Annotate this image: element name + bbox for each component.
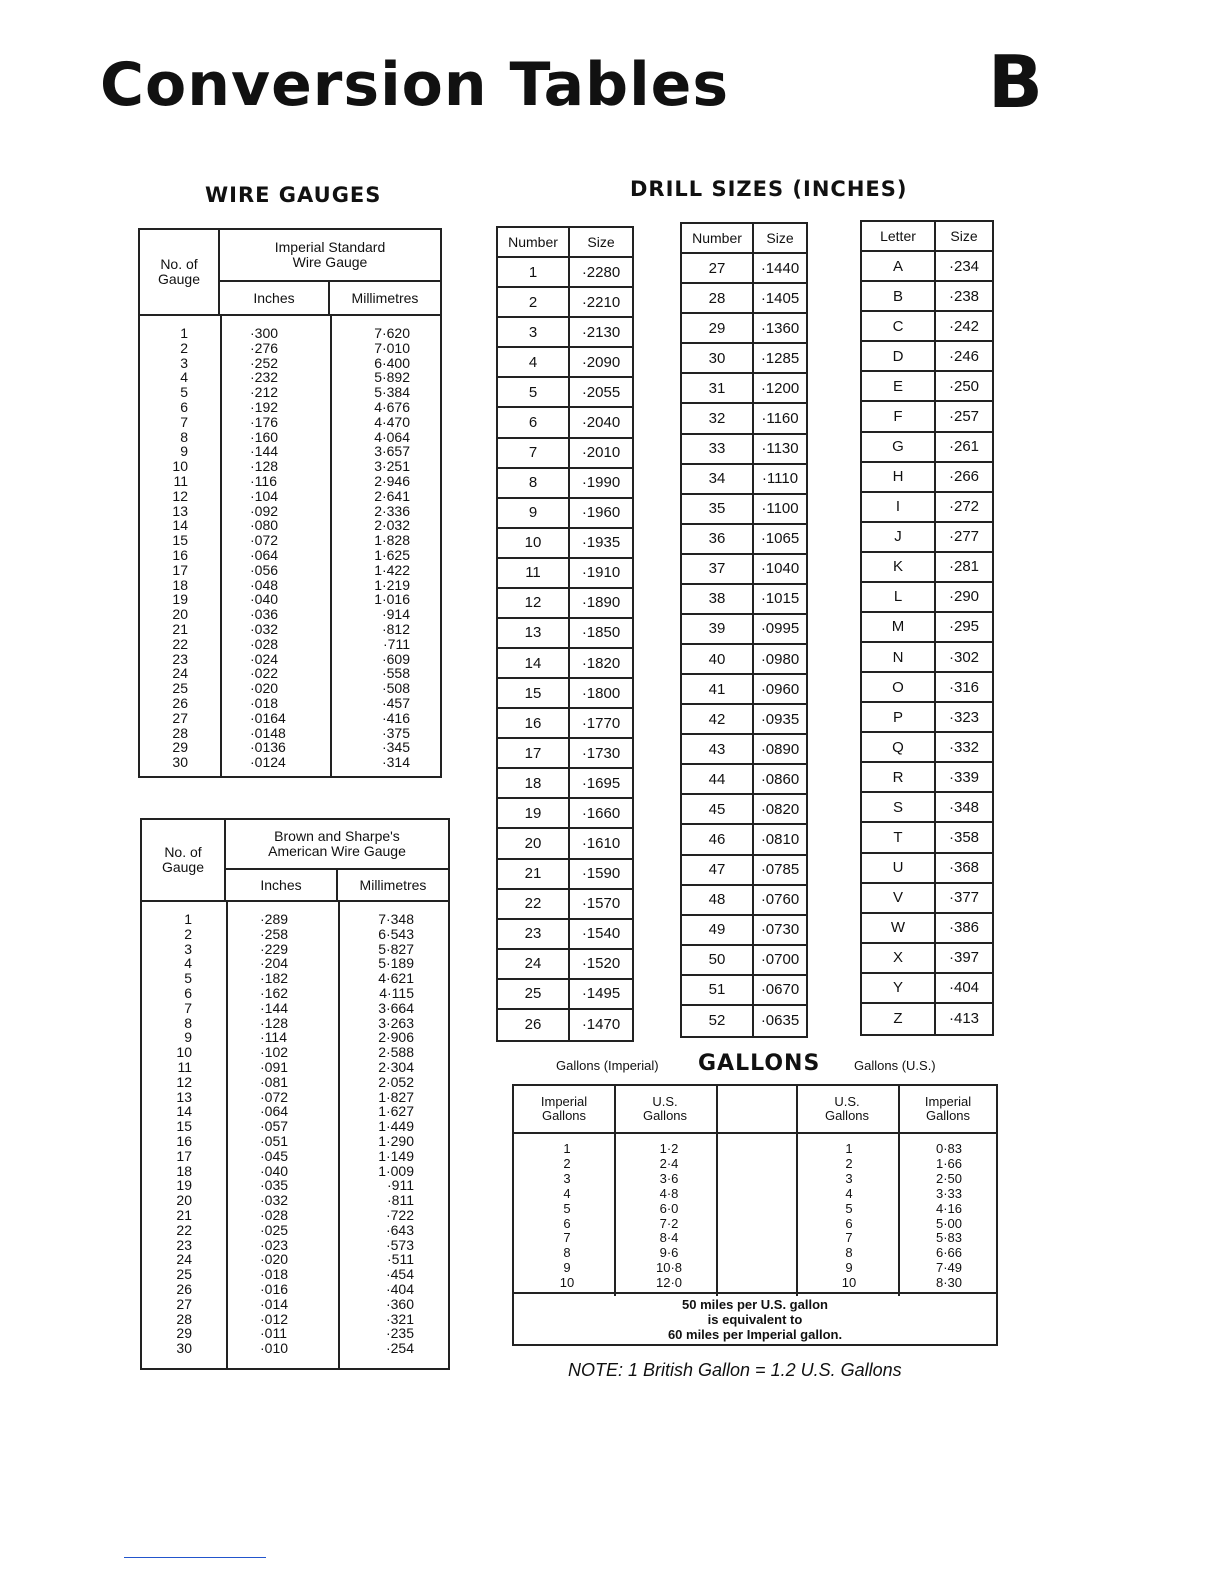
gauge-column: 1 2 3 4 5 6 7 8 9 10 11 12 13 14 15 16 17 18 19 20 21 22 23 24 25 26 27 28 29 30 [176, 911, 192, 1357]
drill-size-cell: ·2040 [581, 413, 621, 431]
col-us-gallons-header: U.S. Gallons [642, 1094, 688, 1123]
gauge-column: 1 2 3 4 5 6 7 8 9 10 11 12 13 14 15 16 17 18 19 20 21 22 23 24 25 26 27 28 29 30 [172, 325, 188, 771]
drill-size-cell: ·1800 [581, 684, 621, 702]
table-row [682, 705, 806, 735]
table-row [862, 974, 992, 1004]
table-row [862, 613, 992, 643]
table-row [682, 555, 806, 585]
drill-number-cell: 40 [682, 645, 754, 673]
drill-number-cell: Q [862, 733, 936, 761]
drill-size-cell: ·0995 [760, 620, 800, 638]
drill-size-cell: ·1770 [581, 714, 621, 732]
table-row [862, 823, 992, 853]
drill-size-cell: ·1610 [581, 835, 621, 852]
table-row [498, 288, 632, 318]
wire-gauges-heading: WIRE GAUGES [205, 183, 382, 207]
table-row [498, 529, 632, 559]
table-row [682, 374, 806, 404]
drill-number-cell: 32 [682, 404, 754, 432]
drill-number-cell: 10 [498, 529, 570, 557]
table-row [682, 856, 806, 886]
table-row [862, 703, 992, 733]
table-row [682, 825, 806, 855]
drill-number-cell: 7 [498, 439, 570, 467]
drill-size-cell: ·1520 [581, 955, 621, 973]
col-group-header: Imperial Standard Wire Gauge [220, 230, 440, 282]
drill-number-cell: 30 [682, 344, 754, 372]
table-row [682, 465, 806, 495]
drill-size-cell: ·0635 [760, 1012, 800, 1030]
drill-number-cell: M [862, 613, 936, 641]
drill-size-cell: ·0820 [760, 800, 800, 818]
table-row [862, 1004, 992, 1034]
drill-size-cell: ·316 [948, 678, 980, 696]
table-row [862, 402, 992, 432]
drill-size-cell: ·0730 [760, 921, 800, 939]
drill-size-cell: ·1660 [581, 804, 621, 822]
drill-size-cell: ·0760 [760, 891, 800, 909]
drill-table-letters [860, 220, 994, 1036]
drill-number-cell: 52 [682, 1006, 754, 1036]
drill-size-cell: ·1200 [760, 379, 800, 397]
column-divider [716, 1086, 718, 1296]
table-row [862, 583, 992, 613]
table-row [862, 884, 992, 914]
table-header [514, 1086, 996, 1134]
drill-size-cell: ·1590 [581, 865, 621, 883]
table-row [498, 709, 632, 739]
drill-size-cell: ·302 [948, 648, 980, 666]
gallons-heading: GALLONS [698, 1051, 821, 1076]
drill-size-cell: ·1990 [581, 474, 621, 492]
table-row [862, 342, 992, 372]
drill-number-cell: 39 [682, 615, 754, 643]
table-row [498, 378, 632, 408]
drill-number-cell: L [862, 583, 936, 611]
drill-size-cell: ·1100 [761, 500, 799, 518]
page-title: Conversion Tables [100, 50, 730, 120]
column-divider [220, 316, 222, 776]
col-size-header: Size [587, 234, 615, 251]
col-key-header: Letter [862, 222, 936, 250]
mm-column: 7·348 6·543 5·827 5·189 4·621 4·115 3·664 3·263 2·906 2·588 2·304 2·052 1·827 1·627 1·449 1·290 1·149 1·009 ·911 ·811 ·722 ·643 ·573 ·511 ·454 ·404 ·360 ·321 ·235 ·254 [378, 911, 414, 1357]
column-divider [614, 1086, 616, 1296]
drill-size-cell: ·295 [948, 618, 980, 636]
col-key-header: Number [498, 228, 570, 256]
drill-number-cell: 3 [498, 318, 570, 346]
drill-number-cell: 42 [682, 705, 754, 733]
drill-number-cell: 48 [682, 886, 754, 914]
drill-number-cell: R [862, 763, 936, 791]
table-row [498, 649, 632, 679]
table-row [498, 408, 632, 438]
table-row [862, 643, 992, 673]
drill-number-cell: 25 [498, 980, 570, 1008]
drill-size-cell: ·266 [948, 468, 980, 486]
table-row [498, 318, 632, 348]
drill-size-cell: ·1015 [760, 590, 800, 608]
drill-size-cell: ·272 [948, 498, 980, 516]
drill-size-cell: ·0700 [760, 951, 800, 969]
drill-size-cell: ·290 [948, 588, 980, 606]
drill-number-cell: 14 [498, 649, 570, 677]
drill-size-cell: ·0860 [760, 770, 800, 788]
drill-number-cell: H [862, 463, 936, 491]
drill-size-cell: ·2055 [581, 383, 621, 401]
drill-size-cell: ·1470 [581, 1016, 621, 1034]
drill-number-cell: A [862, 252, 936, 280]
drill-number-cell: Z [862, 1004, 936, 1034]
table-row [862, 854, 992, 884]
drill-table-number-1-26 [496, 226, 634, 1042]
table-row [498, 829, 632, 859]
drill-number-cell: 13 [498, 619, 570, 647]
drill-size-cell: ·1440 [760, 259, 800, 277]
drill-size-cell: ·1130 [761, 440, 799, 458]
gallons-table [512, 1084, 998, 1346]
imperial-equivalent-column: 0·83 1·66 2·50 3·33 4·16 5·00 5·83 6·66 7·49 8·30 [935, 1141, 963, 1291]
drill-size-cell: ·1730 [581, 744, 621, 762]
drill-size-cell: ·281 [948, 558, 980, 576]
drill-size-cell: ·0810 [760, 831, 800, 848]
drill-number-cell: C [862, 312, 936, 340]
drill-number-cell: I [862, 493, 936, 521]
table-header-row [682, 224, 806, 254]
column-divider [796, 1086, 798, 1296]
table-row [498, 258, 632, 288]
drill-number-cell: 28 [682, 284, 754, 312]
drill-size-cell: ·246 [948, 347, 980, 365]
inches-column: ·289 ·258 ·229 ·204 ·182 ·162 ·144 ·128 ·114 ·102 ·091 ·081 ·072 ·064 ·057 ·051 ·045 ·040 ·035 ·032 ·028 ·025 ·023 ·020 ·018 ·016 ·014 ·012 ·011 ·010 [260, 911, 289, 1357]
drill-number-cell: B [862, 282, 936, 310]
drill-number-cell: 38 [682, 585, 754, 613]
col-key-header: Number [682, 224, 754, 252]
drill-number-cell: 18 [498, 769, 570, 797]
col-group-header: Brown and Sharpe's American Wire Gauge [226, 820, 448, 870]
drill-size-cell: ·1695 [581, 774, 621, 792]
brown-sharpe-wire-gauge-table [140, 818, 450, 1370]
table-row [498, 499, 632, 529]
drill-size-cell: ·1935 [581, 534, 621, 552]
drill-number-cell: G [862, 433, 936, 461]
drill-number-cell: 26 [498, 1010, 570, 1040]
table-row [862, 523, 992, 553]
table-row [682, 404, 806, 434]
drill-number-cell: 19 [498, 799, 570, 827]
table-row [498, 559, 632, 589]
drill-number-cell: 21 [498, 860, 570, 888]
drill-number-cell: 20 [498, 829, 570, 857]
drill-number-cell: 47 [682, 856, 754, 884]
drill-number-cell: 23 [498, 920, 570, 948]
drill-size-cell: ·1890 [581, 594, 621, 612]
drill-number-cell: 22 [498, 890, 570, 918]
table-row [498, 679, 632, 709]
drill-number-cell: 6 [498, 408, 570, 436]
drill-number-cell: 1 [498, 258, 570, 286]
us-values-column: 1 2 3 4 5 6 7 8 9 10 [841, 1141, 857, 1291]
drill-number-cell: K [862, 553, 936, 581]
drill-sizes-heading: DRILL SIZES (INCHES) [630, 177, 908, 201]
gallon-note: NOTE: 1 British Gallon = 1.2 U.S. Gallons [568, 1360, 902, 1380]
table-row [682, 886, 806, 916]
table-row [682, 615, 806, 645]
drill-number-cell: 50 [682, 946, 754, 974]
drill-size-cell: ·1910 [581, 564, 621, 582]
drill-size-cell: ·250 [948, 377, 980, 395]
drill-size-cell: ·1850 [581, 624, 621, 642]
table-row [682, 525, 806, 555]
table-row [682, 1006, 806, 1036]
drill-number-cell: 45 [682, 795, 754, 823]
table-row [862, 372, 992, 402]
table-row [682, 675, 806, 705]
drill-size-cell: ·1540 [581, 925, 621, 943]
table-row [498, 890, 632, 920]
drill-number-cell: T [862, 823, 936, 851]
table-row [862, 493, 992, 523]
drill-size-cell: ·0785 [760, 861, 800, 879]
table-row [862, 733, 992, 763]
col-gauge-header: No. of Gauge [142, 820, 226, 900]
table-row [498, 439, 632, 469]
drill-size-cell: ·1405 [760, 289, 800, 307]
drill-number-cell: Y [862, 974, 936, 1002]
drill-number-cell: O [862, 673, 936, 701]
table-row [682, 254, 806, 284]
column-divider [338, 902, 340, 1368]
drill-size-cell: ·332 [948, 738, 980, 756]
drill-number-cell: 43 [682, 735, 754, 763]
footnote-line: 50 miles per U.S. gallon [682, 1296, 828, 1312]
table-row [862, 433, 992, 463]
col-us-gallons-header: U.S. Gallons [824, 1094, 870, 1123]
table-body [140, 316, 440, 776]
table-row [862, 763, 992, 793]
table-row [682, 585, 806, 615]
table-row [498, 739, 632, 769]
drill-size-cell: ·386 [948, 919, 980, 937]
table-row [862, 553, 992, 583]
table-row [862, 914, 992, 944]
drill-size-cell: ·0670 [760, 981, 800, 999]
table-body [142, 902, 448, 1368]
table-row [682, 735, 806, 765]
drill-number-cell: 34 [682, 465, 754, 493]
drill-number-cell: 33 [682, 435, 754, 463]
table-row [862, 673, 992, 703]
drill-size-cell: ·2210 [581, 293, 621, 311]
drill-number-cell: 49 [682, 916, 754, 944]
drill-size-cell: ·0980 [760, 650, 800, 668]
col-size-header: Size [950, 228, 978, 245]
drill-size-cell: ·1040 [760, 560, 800, 578]
column-divider [330, 316, 332, 776]
drill-number-cell: E [862, 372, 936, 400]
table-row [498, 769, 632, 799]
table-row [862, 793, 992, 823]
drill-size-cell: ·404 [948, 979, 980, 997]
drill-number-cell: 46 [682, 825, 754, 853]
drill-size-cell: ·1285 [760, 349, 800, 367]
table-row [682, 344, 806, 374]
drill-size-cell: ·257 [948, 407, 980, 425]
drill-size-cell: ·348 [948, 798, 980, 816]
col-imperial-gallons-header: Imperial Gallons [540, 1094, 588, 1123]
table-header-row [862, 222, 992, 252]
drill-number-cell: 15 [498, 679, 570, 707]
col-inches-header: Inches [220, 282, 330, 314]
drill-number-cell: 12 [498, 589, 570, 617]
table-row [682, 976, 806, 1006]
drill-size-cell: ·397 [948, 949, 980, 967]
table-header [140, 230, 440, 316]
drill-size-cell: ·242 [948, 317, 980, 335]
table-row [682, 314, 806, 344]
drill-size-cell: ·0935 [760, 710, 800, 728]
drill-size-cell: ·261 [948, 438, 980, 456]
table-row [862, 252, 992, 282]
drill-number-cell: 51 [682, 976, 754, 1004]
drill-size-cell: ·0890 [760, 740, 800, 758]
footnote-line: 60 miles per Imperial gallon. [667, 1326, 843, 1342]
drill-size-cell: ·1820 [581, 654, 621, 672]
drill-size-cell: ·358 [948, 829, 980, 846]
drill-number-cell: 37 [682, 555, 754, 583]
drill-size-cell: ·238 [948, 287, 980, 305]
table-header-row [498, 228, 632, 258]
table-row [862, 282, 992, 312]
drill-size-cell: ·1570 [581, 895, 621, 913]
drill-size-cell: ·234 [948, 257, 980, 275]
drill-number-cell: N [862, 643, 936, 671]
drill-number-cell: 41 [682, 675, 754, 703]
drill-number-cell: F [862, 402, 936, 430]
table-row [498, 1010, 632, 1040]
drill-size-cell: ·2130 [581, 323, 621, 341]
col-inches-header: Inches [226, 870, 338, 900]
drill-number-cell: 27 [682, 254, 754, 282]
col-mm-header: Millimetres [359, 877, 427, 893]
table-row [498, 950, 632, 980]
column-divider [898, 1086, 900, 1296]
table-row [498, 619, 632, 649]
col-imperial-gallons-header: Imperial Gallons [924, 1094, 972, 1123]
table-row [862, 312, 992, 342]
drill-size-cell: ·277 [948, 528, 980, 546]
drill-number-cell: S [862, 793, 936, 821]
footnote-line: is equivalent to [707, 1311, 803, 1327]
drill-size-cell: ·1065 [760, 530, 800, 548]
drill-number-cell: 4 [498, 348, 570, 376]
table-row [682, 946, 806, 976]
table-row [862, 944, 992, 974]
drill-size-cell: ·0960 [760, 680, 800, 698]
col-gauge-header: No. of Gauge [140, 230, 220, 314]
table-row [682, 435, 806, 465]
drill-number-cell: 35 [682, 495, 754, 523]
us-equivalent-column: 1·2 2·4 3·6 4·8 6·0 7·2 8·4 9·6 10·8 12·0 [655, 1141, 683, 1291]
drill-number-cell: 36 [682, 525, 754, 553]
table-row [682, 645, 806, 675]
drill-size-cell: ·377 [948, 889, 980, 907]
gallons-footnote [514, 1292, 996, 1344]
drill-size-cell: ·339 [948, 768, 980, 786]
imperial-wire-gauge-table [138, 228, 442, 778]
drill-number-cell: 16 [498, 709, 570, 737]
drill-size-cell: ·2090 [581, 353, 621, 371]
drill-number-cell: 2 [498, 288, 570, 316]
drill-size-cell: ·1160 [761, 409, 799, 427]
inches-column: ·300 ·276 ·252 ·232 ·212 ·192 ·176 ·160 ·144 ·128 ·116 ·104 ·092 ·080 ·072 ·064 ·056 ·048 ·040 ·036 ·032 ·028 ·024 ·022 ·020 ·018 ·0164 ·0148 ·0136 ·0124 [250, 325, 286, 771]
table-row [682, 495, 806, 525]
drill-table-number-27-52 [680, 222, 808, 1038]
drill-size-cell: ·1495 [581, 985, 621, 1003]
drill-number-cell: P [862, 703, 936, 731]
table-header [142, 820, 448, 902]
table-row [498, 920, 632, 950]
gallons-imperial-caption: Gallons (Imperial) [556, 1058, 659, 1073]
table-row [498, 980, 632, 1010]
drill-size-cell: ·1110 [761, 470, 799, 488]
drill-number-cell: J [862, 523, 936, 551]
table-row [498, 860, 632, 890]
drill-number-cell: U [862, 854, 936, 882]
drill-number-cell: 5 [498, 378, 570, 406]
drill-size-cell: ·1960 [581, 504, 621, 522]
drill-number-cell: V [862, 884, 936, 912]
table-row [682, 284, 806, 314]
drill-number-cell: D [862, 342, 936, 370]
drill-size-cell: ·2010 [581, 444, 621, 462]
drill-number-cell: 24 [498, 950, 570, 978]
drill-number-cell: X [862, 944, 936, 972]
table-row [682, 795, 806, 825]
drill-number-cell: 31 [682, 374, 754, 402]
drill-size-cell: ·368 [948, 859, 980, 877]
table-row [498, 348, 632, 378]
section-letter: B [988, 40, 1043, 124]
table-row [682, 765, 806, 795]
drill-number-cell: W [862, 914, 936, 942]
table-row [498, 589, 632, 619]
drill-number-cell: 11 [498, 559, 570, 587]
col-mm-header: Millimetres [351, 290, 419, 306]
table-row [498, 469, 632, 499]
drill-number-cell: 29 [682, 314, 754, 342]
col-size-header: Size [766, 230, 794, 247]
footer-rule [124, 1557, 266, 1558]
table-row [682, 916, 806, 946]
drill-size-cell: ·413 [948, 1010, 980, 1028]
drill-number-cell: 9 [498, 499, 570, 527]
drill-size-cell: ·2280 [581, 263, 621, 281]
drill-number-cell: 8 [498, 469, 570, 497]
table-row [862, 463, 992, 493]
table-row [498, 799, 632, 829]
imperial-values-column: 1 2 3 4 5 6 7 8 9 10 [559, 1141, 575, 1291]
drill-number-cell: 17 [498, 739, 570, 767]
mm-column: 7·620 7·010 6·400 5·892 5·384 4·676 4·470 4·064 3·657 3·251 2·946 2·641 2·336 2·032 1·828 1·625 1·422 1·219 1·016 ·914 ·812 ·711 ·609 ·558 ·508 ·457 ·416 ·375 ·345 ·314 [374, 325, 410, 771]
drill-size-cell: ·1360 [760, 319, 800, 337]
drill-size-cell: ·323 [948, 708, 980, 726]
gallons-us-caption: Gallons (U.S.) [854, 1058, 936, 1073]
drill-number-cell: 44 [682, 765, 754, 793]
column-divider [226, 902, 228, 1368]
